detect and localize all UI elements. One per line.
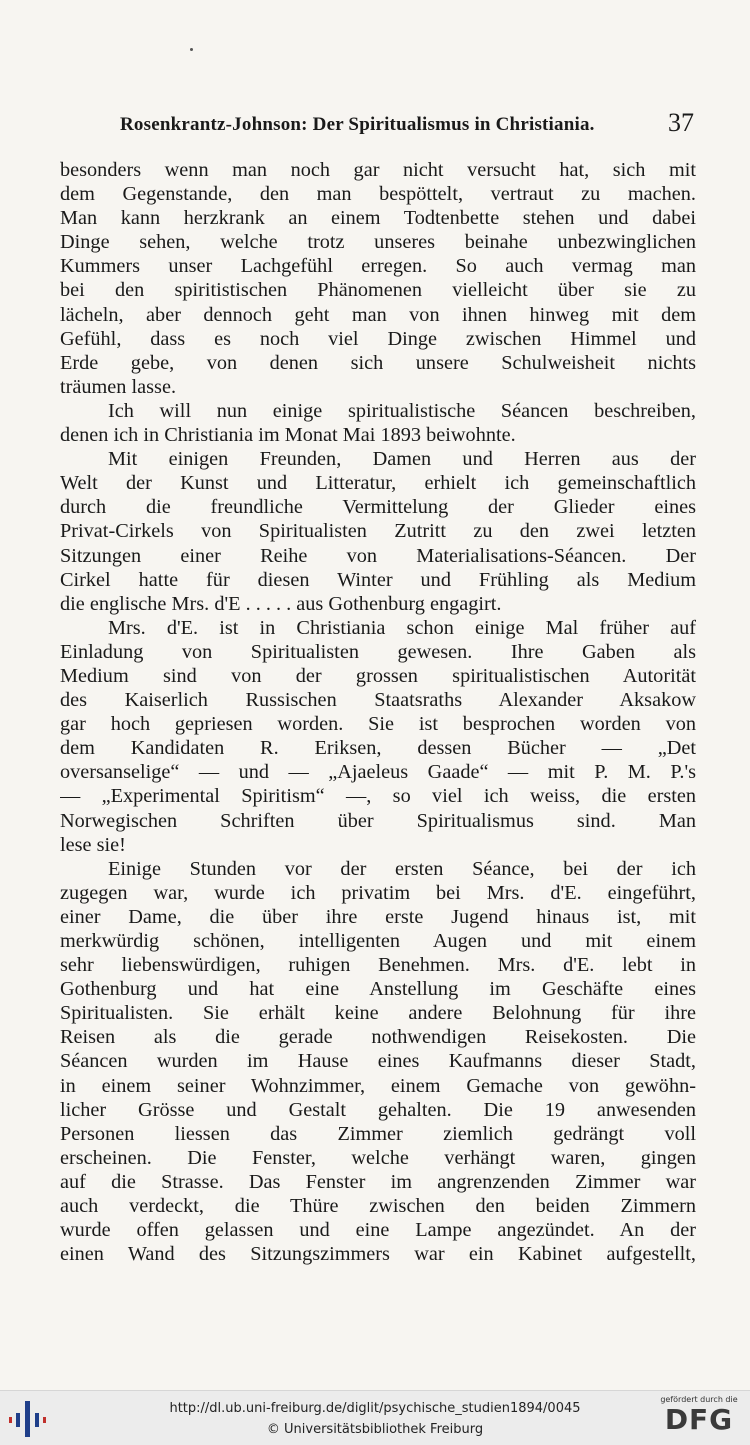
text-line: die englische Mrs. d'E . . . . . aus Gothenburg engagirt. (60, 592, 502, 615)
text-line: merkwürdig schönen, intelligenten Augen und mit einem (60, 930, 696, 952)
text-line: des Kaiserlich Russischen Staatsraths Alexander Aksakow (60, 689, 696, 712)
dfg-caption: gefördert durch die (660, 1395, 738, 1404)
page-header (60, 108, 700, 142)
text-line: bei den spiritistischen Phänomenen vielleicht über sie zu (60, 279, 696, 302)
text-line: Cirkel hatte für diesen Winter und Frühling als Medium (60, 568, 696, 591)
text-line: sehr liebenswürdigen, ruhigen Benehmen. Mrs. d'E. lebt in (60, 954, 696, 977)
text-line: Gefühl, dass es noch viel Dinge zwischen Himmel und (60, 327, 696, 350)
text-line: oversanselige“ — und — „Ajaeleus Gaade“ — mit P. M. P.'s (60, 761, 696, 784)
text-line: zugegen war, wurde ich privatim bei Mrs. d'E. eingeführt, (60, 881, 696, 904)
permalink-link[interactable]: http://dl.ub.uni-freiburg.de/diglit/psychische_studien1894/0045 (169, 1401, 581, 1416)
text-line: Medium sind von der grossen spiritualistischen Autorität (60, 664, 696, 687)
text-line: träumen lasse. (60, 375, 177, 398)
viewer-footer (0, 1390, 750, 1445)
running-head: Rosenkrantz-Johnson: Der Spiritualismus in Christiania. (120, 114, 595, 135)
page-number: 37 (668, 108, 694, 137)
text-line: wurde offen gelassen und eine Lampe angezündet. An der (60, 1219, 696, 1242)
text-line: Einige Stunden vor der ersten Séance, bei der ich (108, 857, 696, 880)
text-line: Dinge sehen, welche trotz unseres beinahe unbezwinglichen (60, 231, 696, 254)
text-line: Mrs. d'E. ist in Christiania schon einige Mal früher auf (108, 616, 696, 639)
dfg-funding-logo (656, 1395, 742, 1441)
text-line: Mit einigen Freunden, Damen und Herren aus der (108, 448, 696, 471)
text-line: Einladung von Spiritualisten gewesen. Ihre Gaben als (60, 640, 696, 663)
text-line: dem Gegenstande, den man bespöttelt, vertraut zu machen. (60, 183, 696, 206)
body-text (60, 158, 696, 1266)
text-line: erscheinen. Die Fenster, welche verhängt waren, gingen (60, 1146, 696, 1169)
speck (190, 48, 193, 51)
text-line: Gothenburg und hat eine Anstellung im Geschäfte eines (60, 978, 696, 1001)
text-line: gar hoch gepriesen worden. Sie ist besprochen worden von (60, 713, 696, 736)
text-line: Sitzungen einer Reihe von Materialisations-Séancen. Der (60, 544, 696, 567)
text-line: Kummers unser Lachgefühl erregen. So auch vermag man (60, 255, 696, 278)
text-line: Erde gebe, von denen sich unsere Schulweisheit nichts (60, 351, 696, 374)
text-line: einer Dame, die über ihre erste Jugend hinaus ist, mit (60, 905, 696, 928)
text-line: Séancen wurden im Hause eines Kaufmanns dieser Stadt, (60, 1050, 696, 1073)
text-line: durch die freundliche Vermittelung der Glieder eines (60, 496, 696, 519)
text-line: dem Kandidaten R. Eriksen, dessen Bücher — „Det (60, 737, 696, 760)
text-line: Spiritualisten. Sie erhält keine andere Belohnung für ihre (60, 1002, 696, 1025)
text-line: Privat-Cirkels von Spiritualisten Zutritt zu den zwei letzten (60, 520, 696, 543)
text-line: Welt der Kunst und Litteratur, erhielt ich gemeinschaftlich (60, 472, 696, 495)
text-line: Personen liessen das Zimmer ziemlich gedrängt voll (60, 1122, 696, 1145)
dfg-logo-icon: DFG (664, 1403, 734, 1436)
text-line: besonders wenn man noch gar nicht versucht hat, sich mit (60, 159, 696, 181)
text-line: auch verdeckt, die Thüre zwischen den beiden Zimmern (60, 1195, 696, 1218)
text-line: lächeln, aber dennoch geht man von ihnen hinweg mit dem (60, 303, 696, 326)
text-line: Ich will nun einige spiritualistische Séancen beschreiben, (108, 399, 696, 422)
text-line: einen Wand des Sitzungszimmers war ein Kabinet aufgestellt, (60, 1243, 696, 1266)
text-line: auf die Strasse. Das Fenster im angrenzenden Zimmer war (60, 1170, 696, 1193)
text-line: Norwegischen Schriften über Spiritualismus sind. Man (60, 809, 696, 832)
copyright-text: © Universitätsbibliothek Freiburg (266, 1422, 484, 1437)
text-line: denen ich in Christiania im Monat Mai 1893 beiwohnte. (60, 424, 516, 447)
text-line: Man kann herzkrank an einem Todtenbette stehen und dabei (60, 207, 696, 230)
text-line: lese sie! (60, 833, 126, 856)
text-line: licher Grösse und Gestalt gehalten. Die 19 anwesenden (60, 1098, 696, 1121)
text-line: — „Experimental Spiritism“ —, so viel ich weiss, die ersten (60, 785, 696, 808)
text-line: in einem seiner Wohnzimmer, einem Gemache von gewöhn- (60, 1074, 696, 1097)
text-line: Reisen als die gerade nothwendigen Reisekosten. Die (60, 1026, 696, 1049)
